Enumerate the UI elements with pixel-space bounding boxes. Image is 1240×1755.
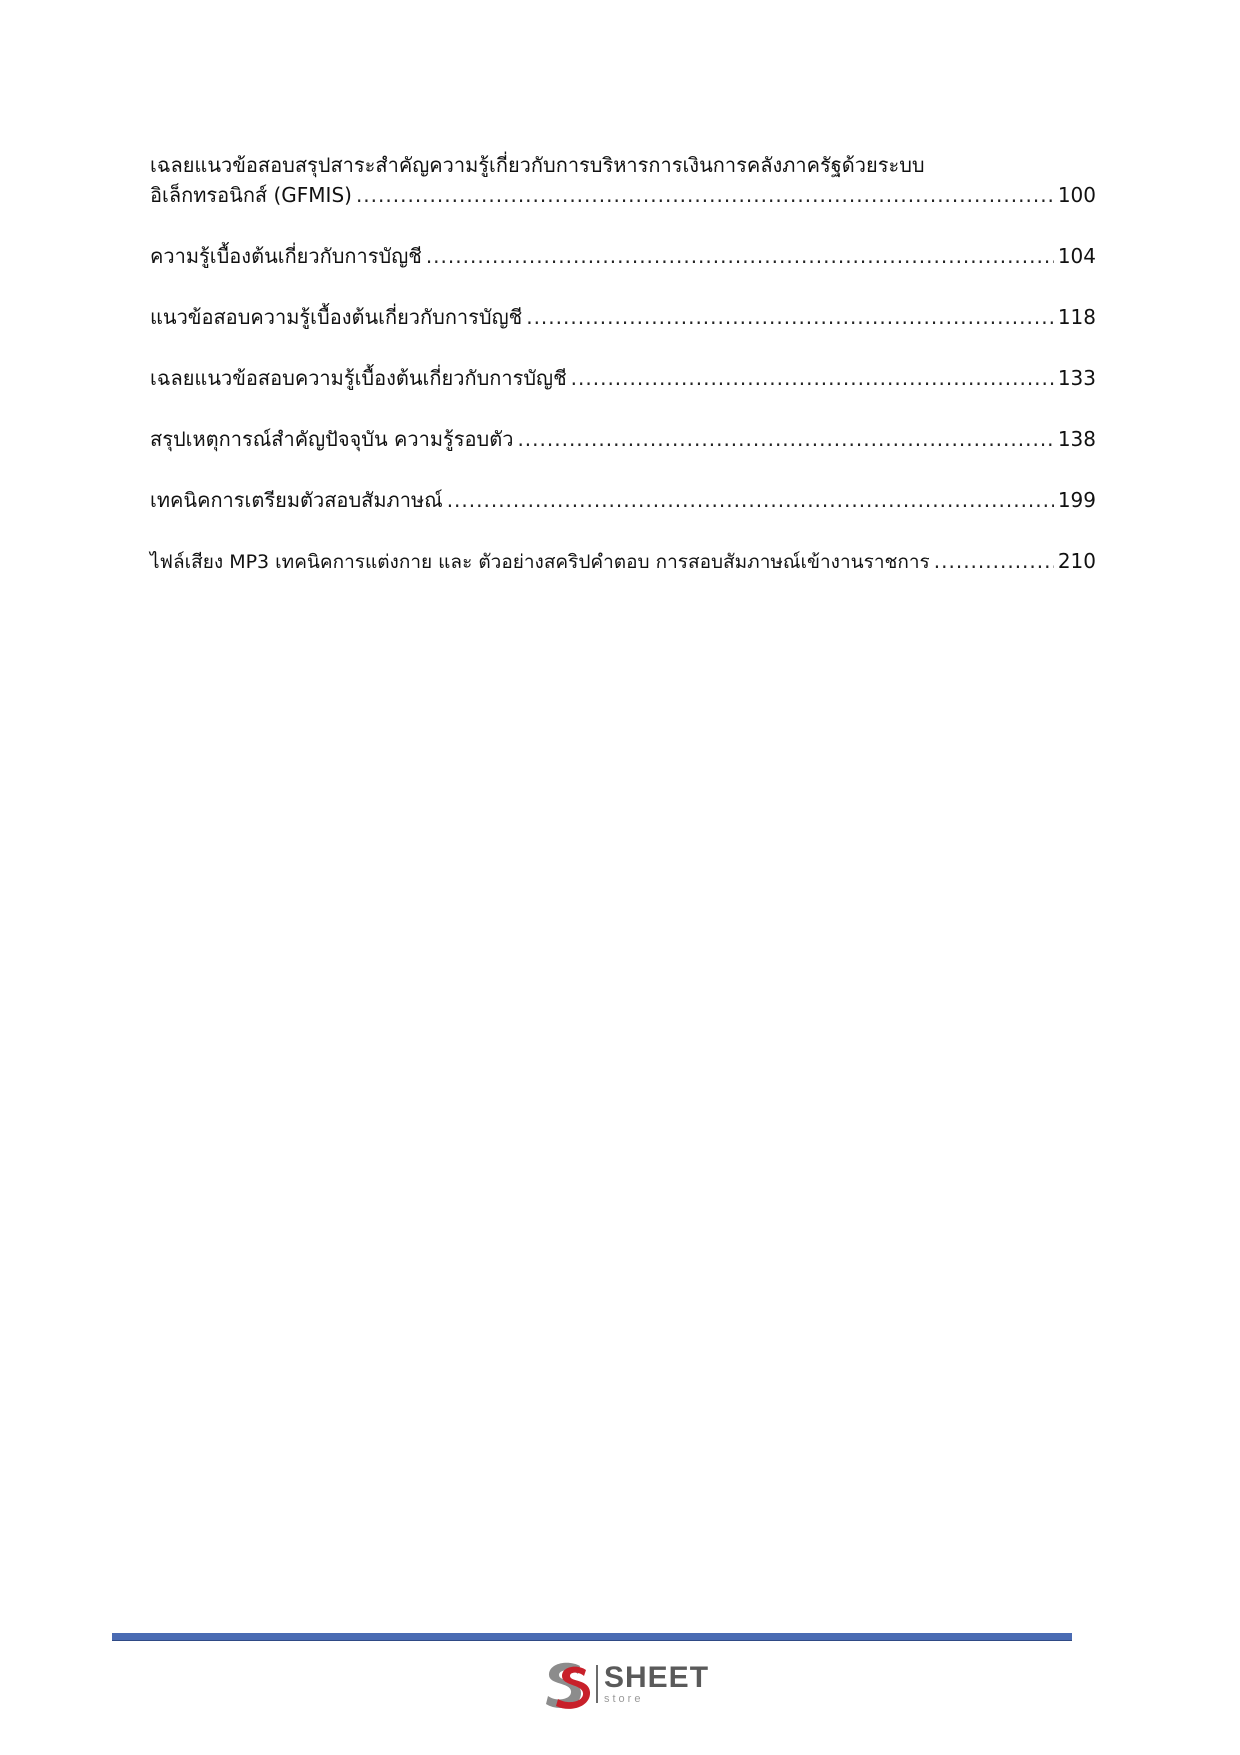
toc-entry-accounting-answers[interactable] bbox=[150, 363, 1096, 393]
dot-leader bbox=[356, 180, 1054, 210]
table-of-contents bbox=[150, 150, 1096, 608]
toc-page-number: 118 bbox=[1057, 305, 1096, 329]
sheet-store-mark-icon bbox=[540, 1658, 592, 1710]
toc-entry-title: แนวข้อสอบความรู้เบื้องต้นเกี่ยวกับการบัญชี bbox=[150, 305, 523, 329]
dot-leader bbox=[526, 302, 1054, 332]
toc-entry-title-line1: เฉลยแนวข้อสอบสรุปสาระสำคัญความรู้เกี่ยวกับการบริหารการเงินการคลังภาครัฐด้วยระบบ bbox=[150, 153, 925, 177]
toc-page-number: 138 bbox=[1057, 427, 1096, 451]
toc-entry-gfmis-answers[interactable] bbox=[150, 150, 1096, 210]
toc-entry-title: สรุปเหตุการณ์สำคัญปัจจุบัน ความรู้รอบตัว bbox=[150, 427, 514, 451]
toc-entry-accounting-exam[interactable] bbox=[150, 302, 1096, 332]
logo-divider bbox=[596, 1665, 598, 1703]
logo-wordmark bbox=[604, 1663, 709, 1705]
logo-subtext: store bbox=[604, 1693, 644, 1705]
dot-leader bbox=[517, 424, 1053, 454]
dot-leader bbox=[571, 363, 1054, 393]
toc-entry-title: ไฟล์เสียง MP3 เทคนิคการแต่งกาย และ ตัวอย่างสคริปคำตอบ การสอบสัมภาษณ์เข้างานราชการ bbox=[150, 551, 930, 573]
toc-page-number: 210 bbox=[1057, 549, 1096, 573]
toc-page-number: 199 bbox=[1057, 488, 1096, 512]
sheet-store-logo bbox=[540, 1658, 709, 1710]
toc-entry-title: ความรู้เบื้องต้นเกี่ยวกับการบัญชี bbox=[150, 244, 422, 268]
logo-word: SHEET bbox=[604, 1661, 710, 1694]
toc-entry-accounting-basics[interactable] bbox=[150, 241, 1096, 271]
toc-entry-title: เทคนิคการเตรียมตัวสอบสัมภาษณ์ bbox=[150, 488, 443, 512]
toc-page-number: 104 bbox=[1057, 244, 1096, 268]
toc-entry-interview-prep[interactable] bbox=[150, 485, 1096, 515]
toc-page-number: 133 bbox=[1057, 366, 1096, 390]
toc-entry-mp3-interview[interactable] bbox=[150, 546, 1096, 577]
toc-entry-title: เฉลยแนวข้อสอบความรู้เบื้องต้นเกี่ยวกับการบัญชี bbox=[150, 366, 567, 390]
footer-divider bbox=[112, 1633, 1072, 1641]
dot-leader bbox=[447, 485, 1054, 515]
toc-entry-current-events[interactable] bbox=[150, 424, 1096, 454]
dot-leader bbox=[934, 546, 1054, 576]
toc-page-number: 100 bbox=[1057, 183, 1096, 207]
dot-leader bbox=[426, 241, 1054, 271]
toc-entry-title: อิเล็กทรอนิกส์ (GFMIS) bbox=[150, 183, 352, 207]
